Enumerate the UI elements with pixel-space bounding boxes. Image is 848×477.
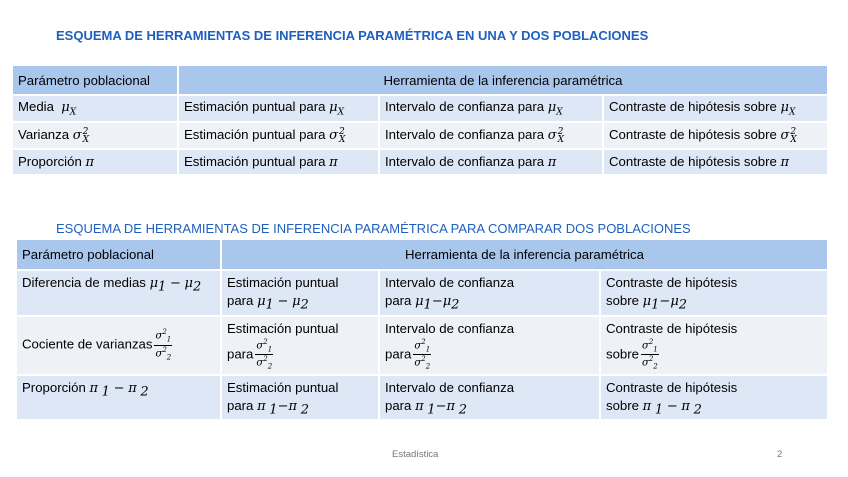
test-cell: Contraste de hipótesis sobre π bbox=[603, 149, 828, 175]
table2-header-tool: Herramienta de la inferencia paramétrica bbox=[221, 239, 828, 270]
param-cell: Proporción π $_1$ − π $_2$ bbox=[16, 375, 221, 421]
interval-cell: Intervalo de confianza para $\mu_1-\mu_2$ bbox=[379, 270, 600, 316]
table2-title: ESQUEMA DE HERRAMIENTAS DE INFERENCIA PARAMÉTRICA PARA COMPARAR DOS POBLACIONES bbox=[56, 221, 691, 236]
table-row bbox=[16, 316, 828, 375]
table-row bbox=[12, 95, 828, 122]
test-cell: Contraste de hipótesis sobre π $_1$ − π $_2$ bbox=[600, 375, 828, 421]
param-cell: Diferencia de medias $\mu_1 - \mu_2$ bbox=[16, 270, 221, 316]
test-cell: Contraste de hipótesis sobre $\frac{\sigma^2_1}{\sigma^2_2}$ bbox=[600, 316, 828, 375]
interval-cell: Intervalo de confianza para $\mu_X$ bbox=[379, 95, 603, 122]
interval-cell: Intervalo de confianza para π bbox=[379, 149, 603, 175]
table1-title: ESQUEMA DE HERRAMIENTAS DE INFERENCIA PARAMÉTRICA EN UNA Y DOS POBLACIONES bbox=[56, 28, 649, 43]
estimation-cell: Estimación puntual para σ 2 X bbox=[178, 122, 379, 149]
table-row bbox=[12, 149, 828, 175]
interval-cell: Intervalo de confianza para σ 2 X bbox=[379, 122, 603, 149]
table-row bbox=[16, 270, 828, 316]
estimation-cell: Estimación puntual para $\frac{\sigma^2_1}{\sigma^2_2}$ bbox=[221, 316, 379, 375]
estimation-cell: Estimación puntual para $\mu_X$ bbox=[178, 95, 379, 122]
table1-header-tool: Herramienta de la inferencia paramétrica bbox=[178, 65, 828, 95]
interval-cell: Intervalo de confianza para π $_1$−π $_2$ bbox=[379, 375, 600, 421]
estimation-cell: Estimación puntual para π $_1$−π $_2$ bbox=[221, 375, 379, 421]
table1-header-param: Parámetro poblacional bbox=[12, 65, 178, 95]
table-row bbox=[12, 122, 828, 149]
test-cell: Contraste de hipótesis sobre $\mu_X$ bbox=[603, 95, 828, 122]
table2-header-param: Parámetro poblacional bbox=[16, 239, 221, 270]
interval-cell: Intervalo de confianza para $\frac{\sigma^2_1}{\sigma^2_2}$ bbox=[379, 316, 600, 375]
table1 bbox=[11, 64, 829, 176]
page-number: 2 bbox=[777, 449, 783, 460]
param-cell: Varianza σ 2 X bbox=[12, 122, 178, 149]
estimation-cell: Estimación puntual para π bbox=[178, 149, 379, 175]
table-row bbox=[16, 375, 828, 421]
param-cell: Proporción π bbox=[12, 149, 178, 175]
test-cell: Contraste de hipótesis sobre σ 2 X bbox=[603, 122, 828, 149]
footer-text: Estadística bbox=[392, 449, 439, 460]
estimation-cell: Estimación puntual para $\mu_1 - \mu_2$ bbox=[221, 270, 379, 316]
test-cell: Contraste de hipótesis sobre $\mu_1-\mu_2$ bbox=[600, 270, 828, 316]
param-cell: Cociente de varianzas $\frac{\sigma^2_1}{\sigma^2_2}$ bbox=[16, 316, 221, 375]
table2 bbox=[15, 238, 829, 421]
param-cell: Media $\mu_X$ bbox=[12, 95, 178, 122]
